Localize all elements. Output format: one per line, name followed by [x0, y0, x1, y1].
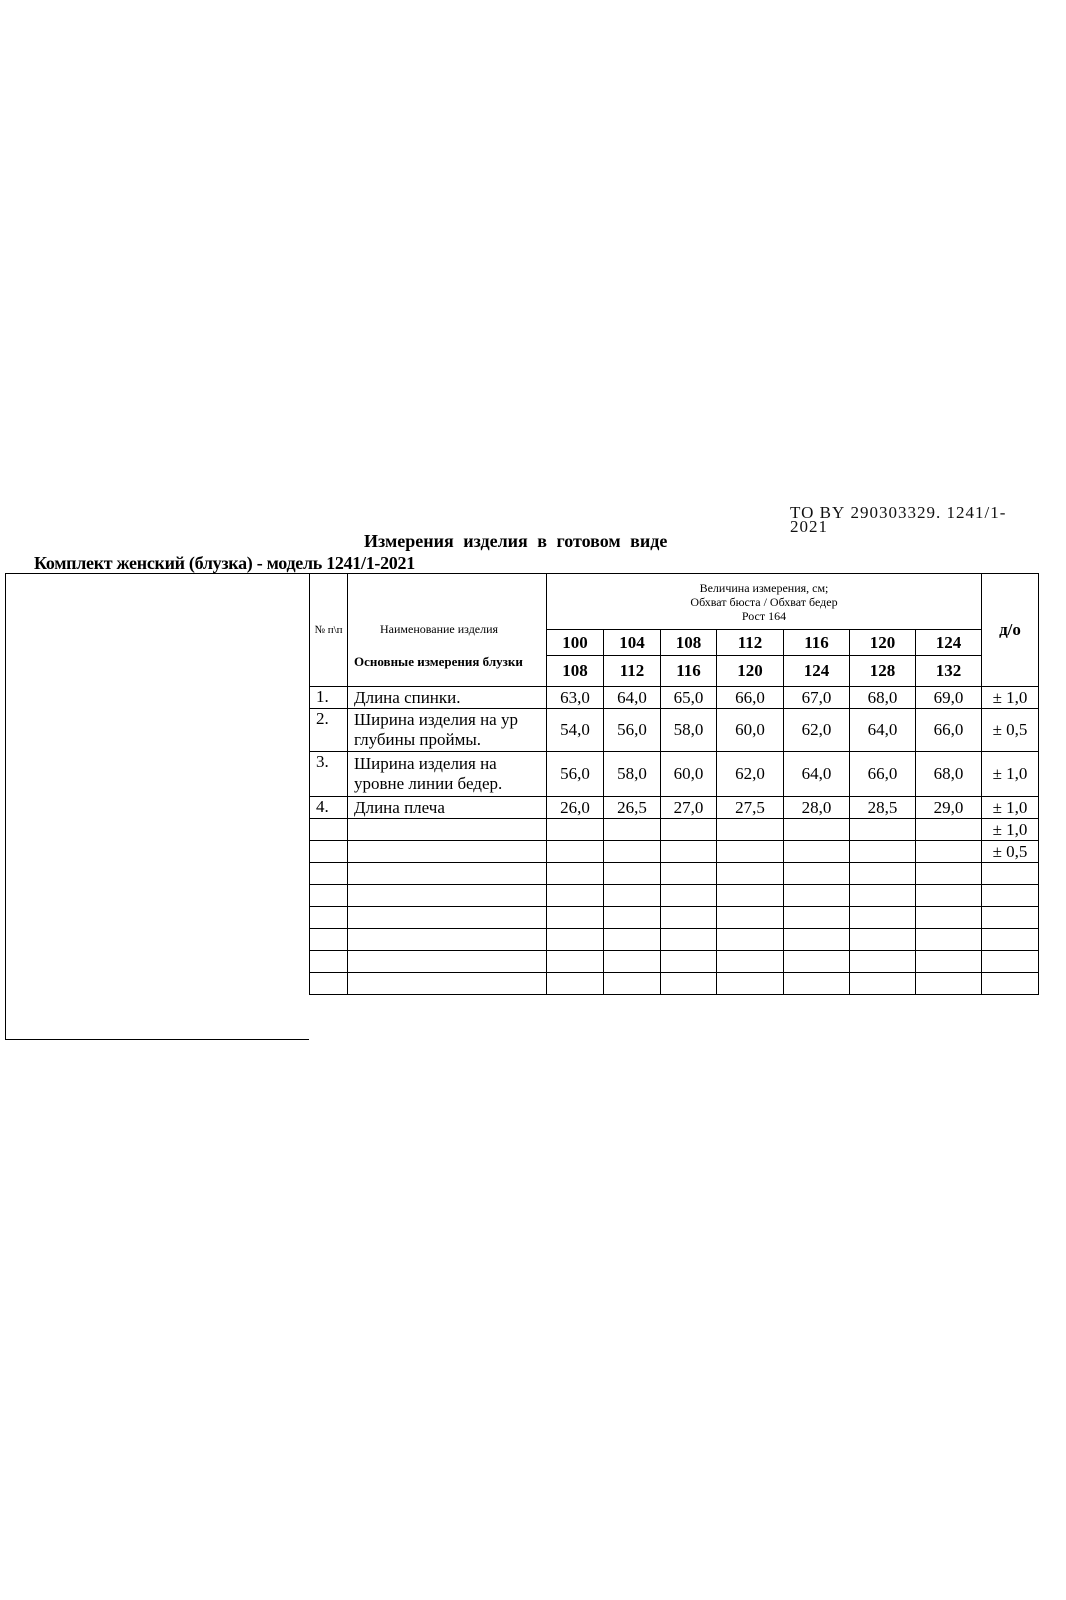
table-row — [310, 929, 1039, 951]
measure-value — [784, 841, 850, 863]
header-name-label: Наименование изделия — [380, 622, 499, 636]
size-hip-cell: 120 — [717, 656, 784, 687]
size-bust-cell: 108 — [661, 630, 717, 656]
item-name-line: Ширина изделия на — [354, 754, 497, 773]
tolerance-value: ± 1,0 — [982, 687, 1039, 709]
measure-value — [850, 929, 916, 951]
measure-value: 66,0 — [916, 709, 982, 752]
tolerance-value — [982, 973, 1039, 995]
measure-value: 60,0 — [717, 709, 784, 752]
document-code: ТО ВҮ 290303329. 1241/1-2021 — [790, 503, 1007, 536]
measure-value — [784, 819, 850, 841]
measure-value — [850, 907, 916, 929]
measure-value — [547, 951, 604, 973]
header-tolerance: д/о — [982, 574, 1039, 687]
measure-value — [784, 885, 850, 907]
size-hip-cell: 128 — [850, 656, 916, 687]
measure-value: 68,0 — [916, 752, 982, 797]
row-number — [310, 885, 348, 907]
row-number — [310, 929, 348, 951]
measure-value: 66,0 — [850, 752, 916, 797]
size-bust-cell: 104 — [604, 630, 661, 656]
row-number: 4. — [310, 797, 348, 819]
header-measure-caption — [547, 574, 982, 630]
measure-value — [850, 863, 916, 885]
size-bust-cell: 100 — [547, 630, 604, 656]
measure-value — [717, 907, 784, 929]
tolerance-value: ± 1,0 — [982, 797, 1039, 819]
row-number — [310, 951, 348, 973]
measure-value — [661, 863, 717, 885]
measure-value: 58,0 — [604, 752, 661, 797]
item-name-line: Длина спинки. — [354, 687, 461, 707]
tolerance-value — [982, 951, 1039, 973]
caption-line-1: Величина измерения, см; — [699, 580, 829, 595]
measure-value — [604, 907, 661, 929]
measure-value — [784, 973, 850, 995]
item-name-line: уровне линии бедер. — [354, 774, 503, 793]
measure-value — [916, 907, 982, 929]
row-item-name — [348, 951, 547, 973]
measure-value: 64,0 — [850, 709, 916, 752]
tolerance-value — [982, 929, 1039, 951]
measure-value: 29,0 — [916, 797, 982, 819]
measure-value: 67,0 — [784, 687, 850, 709]
row-item-name — [348, 709, 547, 752]
row-item-name — [348, 929, 547, 951]
tolerance-value — [982, 863, 1039, 885]
measure-value: 28,0 — [784, 797, 850, 819]
row-item-name — [348, 752, 547, 797]
measure-value: 64,0 — [604, 687, 661, 709]
measure-value — [717, 951, 784, 973]
measure-value — [547, 973, 604, 995]
measure-value — [784, 863, 850, 885]
item-name-line: Длина плеча — [354, 797, 445, 817]
row-number: 3. — [310, 752, 348, 797]
measure-value — [784, 907, 850, 929]
caption-line-2: Обхват бюста / Обхват бедер — [690, 594, 838, 609]
measure-value — [604, 863, 661, 885]
measure-value — [547, 907, 604, 929]
measure-value: 69,0 — [916, 687, 982, 709]
row-number — [310, 907, 348, 929]
measure-value — [717, 863, 784, 885]
measure-value: 62,0 — [784, 709, 850, 752]
tolerance-value — [982, 885, 1039, 907]
measure-value — [717, 973, 784, 995]
measure-value: 64,0 — [784, 752, 850, 797]
row-item-name — [348, 797, 547, 819]
measure-value — [784, 951, 850, 973]
document-subtitle: Комплект женский (блузка) - модель 1241/1-2021 — [34, 553, 415, 573]
measure-value: 66,0 — [717, 687, 784, 709]
size-bust-cell: 112 — [717, 630, 784, 656]
measure-value — [850, 951, 916, 973]
table-row — [310, 819, 1039, 841]
measure-value — [661, 907, 717, 929]
measure-value — [661, 973, 717, 995]
table-row — [310, 951, 1039, 973]
table-row — [310, 709, 1039, 752]
measure-value — [547, 841, 604, 863]
caption-line-3: Рост 164 — [741, 608, 787, 623]
measure-value — [604, 929, 661, 951]
measure-value: 62,0 — [717, 752, 784, 797]
size-hip-cell: 108 — [547, 656, 604, 687]
measure-value — [547, 819, 604, 841]
tolerance-value: ± 1,0 — [982, 819, 1039, 841]
measure-value: 63,0 — [547, 687, 604, 709]
measure-value — [916, 819, 982, 841]
measure-value: 26,5 — [604, 797, 661, 819]
measure-value: 54,0 — [547, 709, 604, 752]
row-number: 1. — [310, 687, 348, 709]
item-name-line: глубины проймы. — [354, 730, 482, 749]
row-item-name — [348, 863, 547, 885]
measure-value — [717, 819, 784, 841]
measure-value — [661, 929, 717, 951]
measure-value — [604, 973, 661, 995]
measure-value — [850, 819, 916, 841]
measure-value — [547, 929, 604, 951]
tolerance-value: ± 0,5 — [982, 709, 1039, 752]
size-hip-cell: 112 — [604, 656, 661, 687]
row-number — [310, 841, 348, 863]
row-number — [310, 819, 348, 841]
row-item-name — [348, 907, 547, 929]
measure-value — [547, 863, 604, 885]
header-row-number: № п\п — [310, 574, 348, 687]
measure-value: 28,5 — [850, 797, 916, 819]
measure-value — [850, 973, 916, 995]
measure-value — [604, 885, 661, 907]
table-row — [310, 687, 1039, 709]
measure-value: 58,0 — [661, 709, 717, 752]
tolerance-value — [982, 907, 1039, 929]
size-bust-cell: 116 — [784, 630, 850, 656]
tolerance-value: ± 0,5 — [982, 841, 1039, 863]
measure-value: 60,0 — [661, 752, 717, 797]
measurement-table — [309, 573, 1039, 995]
table-row — [310, 841, 1039, 863]
row-item-name — [348, 973, 547, 995]
measure-value: 68,0 — [850, 687, 916, 709]
row-number — [310, 973, 348, 995]
tolerance-value: ± 1,0 — [982, 752, 1039, 797]
table-row — [310, 752, 1039, 797]
size-hip-cell: 116 — [661, 656, 717, 687]
table-row — [310, 863, 1039, 885]
size-hip-cell: 132 — [916, 656, 982, 687]
measure-value — [661, 951, 717, 973]
measure-value: 56,0 — [604, 709, 661, 752]
measure-value — [916, 973, 982, 995]
row-number — [310, 863, 348, 885]
measure-value: 56,0 — [547, 752, 604, 797]
measure-value — [916, 863, 982, 885]
measure-value — [916, 929, 982, 951]
size-bust-cell: 124 — [916, 630, 982, 656]
measure-value — [604, 819, 661, 841]
measure-value — [661, 819, 717, 841]
measure-value — [604, 841, 661, 863]
measure-value — [604, 951, 661, 973]
measure-value — [661, 841, 717, 863]
measure-value — [916, 841, 982, 863]
item-name-line: Ширина изделия на ур — [354, 710, 518, 729]
table-row — [310, 907, 1039, 929]
measure-value — [784, 929, 850, 951]
measure-value — [916, 885, 982, 907]
header-item-name — [348, 574, 547, 687]
measure-value: 26,0 — [547, 797, 604, 819]
table-row — [310, 885, 1039, 907]
table-row — [310, 973, 1039, 995]
table-row — [310, 797, 1039, 819]
row-item-name — [348, 841, 547, 863]
measure-value: 27,0 — [661, 797, 717, 819]
row-item-name — [348, 819, 547, 841]
measure-value — [717, 929, 784, 951]
measure-value: 65,0 — [661, 687, 717, 709]
header-main-measures: Основные измерения блузки — [354, 654, 523, 669]
measure-value — [717, 885, 784, 907]
measure-value — [850, 885, 916, 907]
row-item-name — [348, 687, 547, 709]
measure-value — [850, 841, 916, 863]
size-hip-cell: 124 — [784, 656, 850, 687]
row-item-name — [348, 885, 547, 907]
size-bust-cell: 120 — [850, 630, 916, 656]
row-number: 2. — [310, 709, 348, 752]
measure-value — [717, 841, 784, 863]
measure-value: 27,5 — [717, 797, 784, 819]
document-title: Измерения изделия в готовом виде — [364, 531, 668, 551]
empty-left-panel — [5, 573, 309, 1040]
measure-value — [547, 885, 604, 907]
measure-value — [916, 951, 982, 973]
measure-value — [661, 885, 717, 907]
